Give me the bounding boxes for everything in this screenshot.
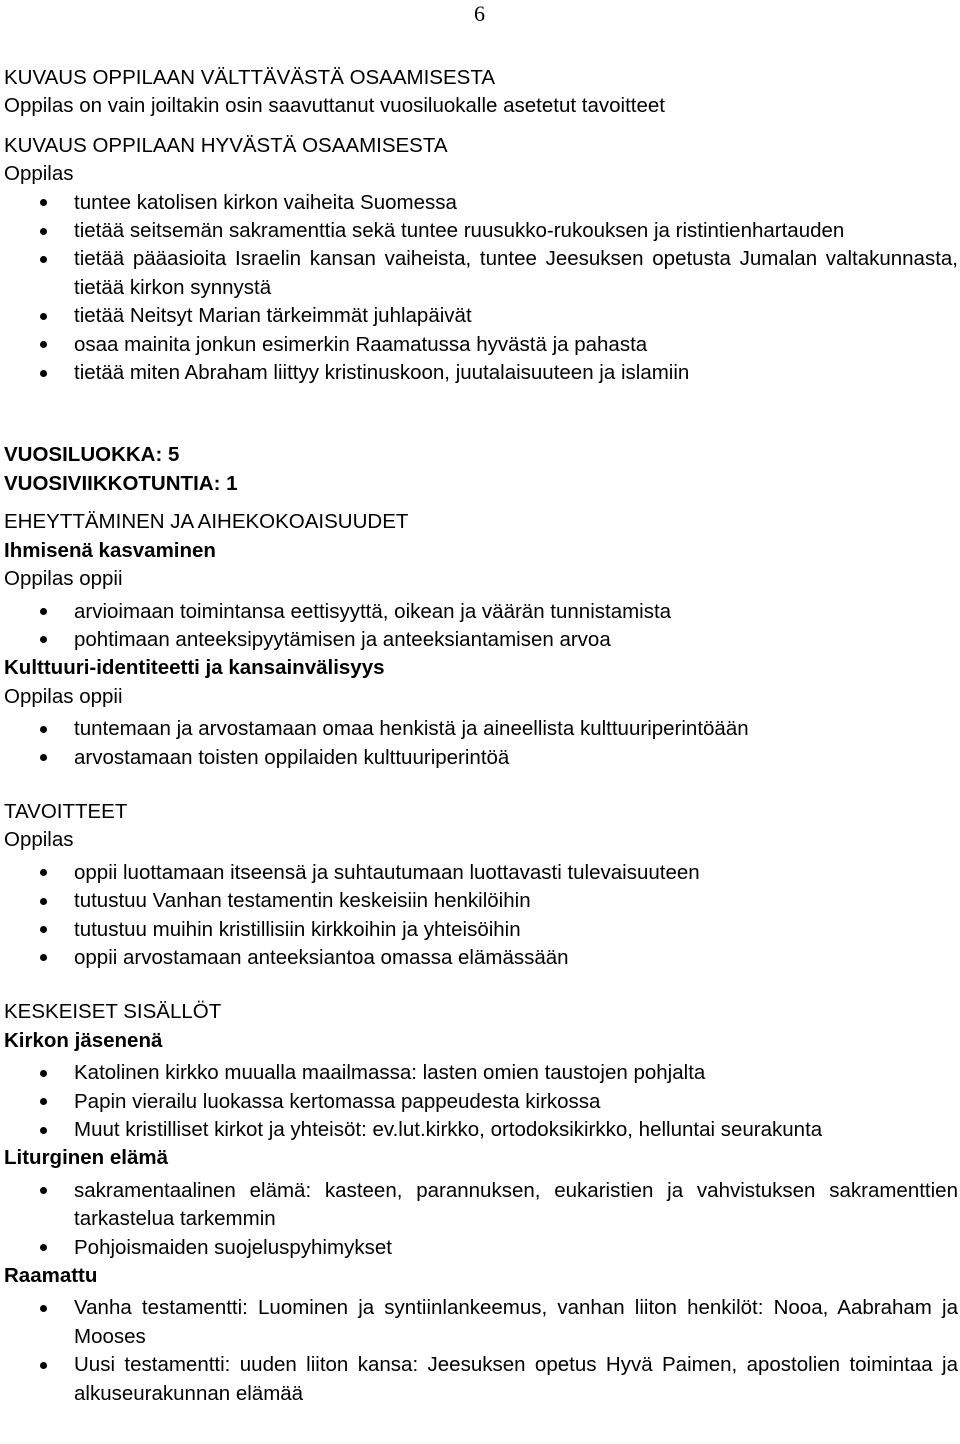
bullet-list-tavoitteet [4,859,958,973]
subheading-intro: Oppilas oppii [4,684,123,708]
section-heading-hyva: KUVAUS OPPILAAN HYVÄSTÄ OSAAMISESTA [4,133,448,157]
list-item: Papin vierailu luokassa kertomassa pappeudesta kirkossa [4,1088,958,1116]
bullet-list-kulttuuri-identiteetti [4,715,958,772]
list-item: sakramentaalinen elämä: kasteen, parannuksen, eukaristien ja vahvistuksen sakramenttien tarkastelua tarkemmin [4,1177,958,1234]
grade-label: VUOSILUOKKA: 5 [4,443,180,467]
section-intro-hyva: Oppilas [4,162,74,186]
subheading-liturginen-elama: Liturginen elämä [4,1146,169,1170]
section-intro-tavoitteet: Oppilas [4,828,74,852]
document-body [4,64,958,1408]
list-item: tietää seitsemän sakramenttia sekä tuntee ruusukko-rukouksen ja ristintienhartauden [4,217,958,245]
section-heading-valttava: KUVAUS OPPILAAN VÄLTTÄVÄSTÄ OSAAMISESTA [4,66,495,89]
list-item: arvioimaan toimintansa eettisyyttä, oikean ja väärän tunnistamista [4,598,958,626]
list-item: tietää Neitsyt Marian tärkeimmät juhlapäivät [4,302,958,330]
list-item: tietää pääasioita Israelin kansan vaiheista, tuntee Jeesuksen opetusta Jumalan valtakunnasta, tietää kirkon synnystä [4,245,958,302]
bullet-list-liturginen-elama [4,1177,958,1262]
page-number: 6 [474,1,485,26]
list-item: tuntemaan ja arvostamaan omaa henkistä ja aineellista kulttuuriperintöään [4,715,958,743]
list-item: Uusi testamentti: uuden liiton kansa: Jeesuksen opetus Hyvä Paimen, apostolien toimintaa ja alkuseurakunnan elämää [4,1351,958,1408]
list-item: Pohjoismaiden suojeluspyhimykset [4,1234,958,1262]
bullet-list-ihmisena-kasvaminen [4,598,958,655]
section-heading-tavoitteet: TAVOITTEET [4,799,128,823]
subheading-kulttuuri-identiteetti: Kulttuuri-identiteetti ja kansainvälisyys [4,656,385,680]
weekly-hours-label: VUOSIVIIKKOTUNTIA: 1 [4,471,238,495]
bullet-list-raamattu [4,1294,958,1408]
bullet-list-kirkon-jasenena [4,1059,958,1144]
subheading-kirkon-jasenena: Kirkon jäsenenä [4,1028,163,1052]
list-item: Vanha testamentti: Luominen ja syntiinlankeemus, vanhan liiton henkilöt: Nooa, Aabraham ja Mooses [4,1294,958,1351]
list-item: oppii luottamaan itseensä ja suhtautumaan luottavasti tulevaisuuteen [4,859,958,887]
section-heading-keskeiset-sisallot: KESKEISET SISÄLLÖT [4,1000,222,1024]
section-text-valttava: Oppilas on vain joiltakin osin saavuttanut vuosiluokalle asetetut tavoitteet [4,94,665,118]
subheading-intro: Oppilas oppii [4,567,123,591]
list-item: oppii arvostamaan anteeksiantoa omassa elämässään [4,944,958,972]
list-item: pohtimaan anteeksipyytämisen ja anteeksiantamisen arvoa [4,626,958,654]
list-item: tutustuu muihin kristillisiin kirkkoihin ja yhteisöihin [4,916,958,944]
list-item: tietää miten Abraham liittyy kristinuskoon, juutalaisuuteen ja islamiin [4,359,958,387]
section-heading-eheyttaminen: EHEYTTÄMINEN JA AIHEKOKOAISUUDET [4,510,409,534]
list-item: arvostamaan toisten oppilaiden kulttuuriperintöä [4,744,958,772]
list-item: Muut kristilliset kirkot ja yhteisöt: ev.lut.kirkko, ortodoksikirkko, helluntai seurakunta [4,1116,958,1144]
list-item: tutustuu Vanhan testamentin keskeisiin henkilöihin [4,887,958,915]
bullet-list-hyva [4,189,958,388]
list-item: Katolinen kirkko muualla maailmassa: lasten omien taustojen pohjalta [4,1059,958,1087]
subheading-ihmisena-kasvaminen: Ihmisenä kasvaminen [4,538,216,562]
list-item: tuntee katolisen kirkon vaiheita Suomessa [4,189,958,217]
list-item: osaa mainita jonkun esimerkin Raamatussa hyvästä ja pahasta [4,331,958,359]
subheading-raamattu: Raamattu [4,1264,98,1288]
